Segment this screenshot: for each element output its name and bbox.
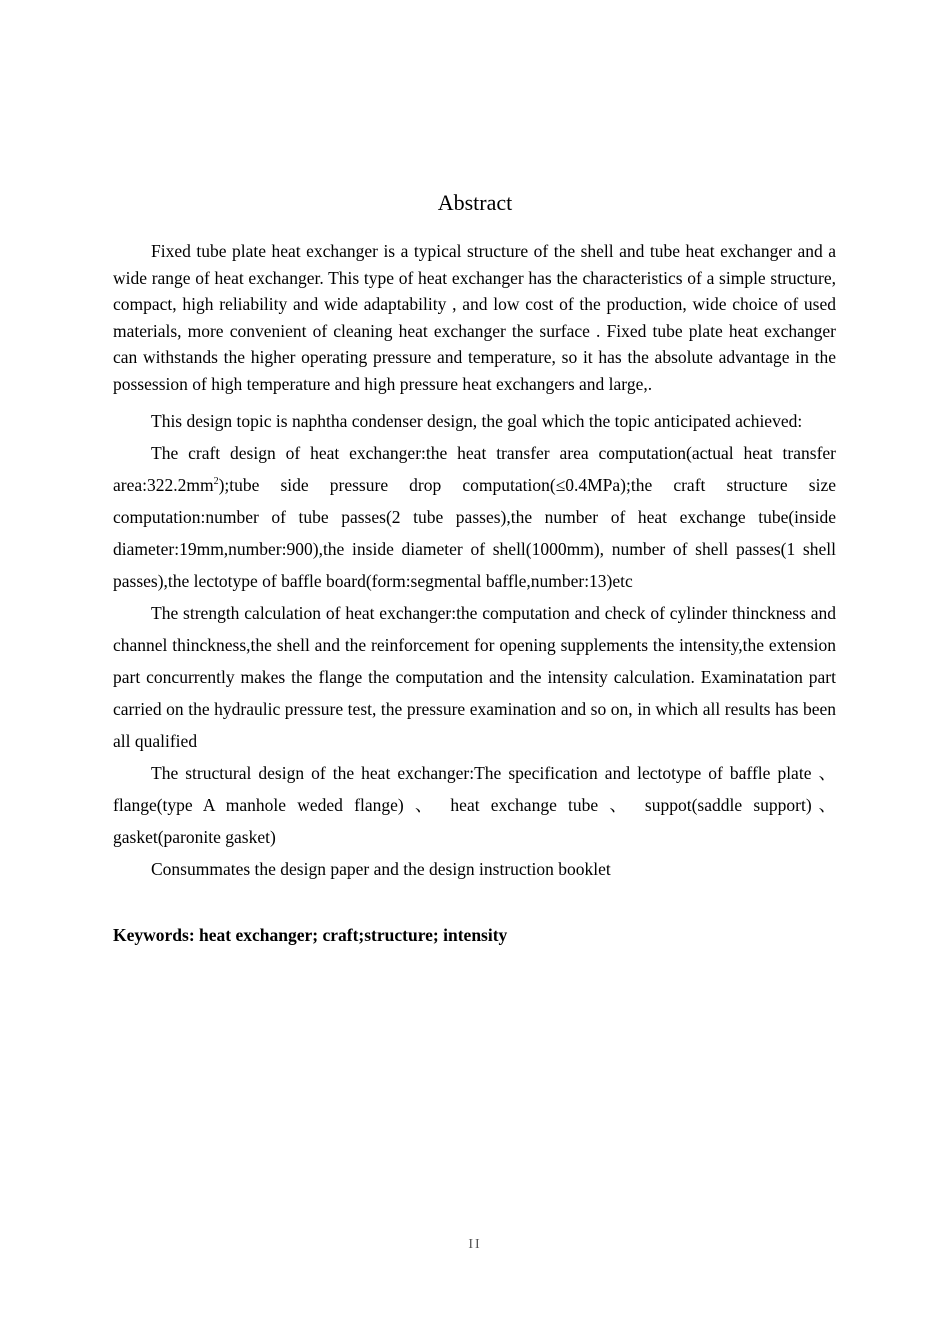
abstract-paragraph-3 xyxy=(113,437,836,597)
abstract-paragraph-4: The strength calculation of heat exchanger:the computation and check of cylinder thinckness and channel thinckness,the shell and the reinforcement for opening supplements the intensity,the extension part concurrently makes the flange the computation and the intensity calculation. Examinatation part carried on the hydraulic pressure test, the pressure examination and so on, in which all results has been all qualified xyxy=(113,603,836,751)
page-number: II xyxy=(468,1237,482,1252)
abstract-body xyxy=(113,238,836,951)
paragraph-3-text-end: );tube side pressure drop computation(≤0.4MPa);the craft structure size computation:number of tube passes(2 tube passes),the number of heat exchange tube(inside diameter:19mm,number:900),the inside diameter of shell(1000mm), number of shell passes(1 shell passes),the lectotype of baffle board(form:segmental baffle,number:13)etc xyxy=(113,475,836,591)
keywords-line: Keywords: heat exchanger; craft;structure; intensity xyxy=(113,925,508,945)
paragraph-3-text-start: The craft design of heat exchanger:the heat transfer area computation(actual heat transfer area:322.2mm xyxy=(113,443,836,495)
page-title: Abstract xyxy=(437,190,513,215)
abstract-paragraph-2: This design topic is naphtha condenser design, the goal which the topic anticipated achieved: xyxy=(151,411,803,431)
area-unit-superscript: 2 xyxy=(213,476,219,488)
abstract-paragraph-5: The structural design of the heat exchanger:The specification and lectotype of baffle plate 、 flange(type A manhole weded flange) 、 heat exchange tube 、 suppot(saddle support)、gasket(paronite gasket) xyxy=(113,763,836,847)
abstract-paragraph-1: Fixed tube plate heat exchanger is a typical structure of the shell and tube heat exchanger and a wide range of heat exchanger. This type of heat exchanger has the characteristics of a simple structure, compact, high reliability and wide adaptability , and low cost of the production, wide choice of used materials, more convenient of cleaning heat exchanger the surface . Fixed tube plate heat exchanger can withstands the higher operating pressure and temperature, so it has the absolute advantage in the possession of high temperature and high pressure heat exchangers and large,. xyxy=(113,241,836,394)
abstract-paragraph-6: Consummates the design paper and the design instruction booklet xyxy=(151,859,611,879)
